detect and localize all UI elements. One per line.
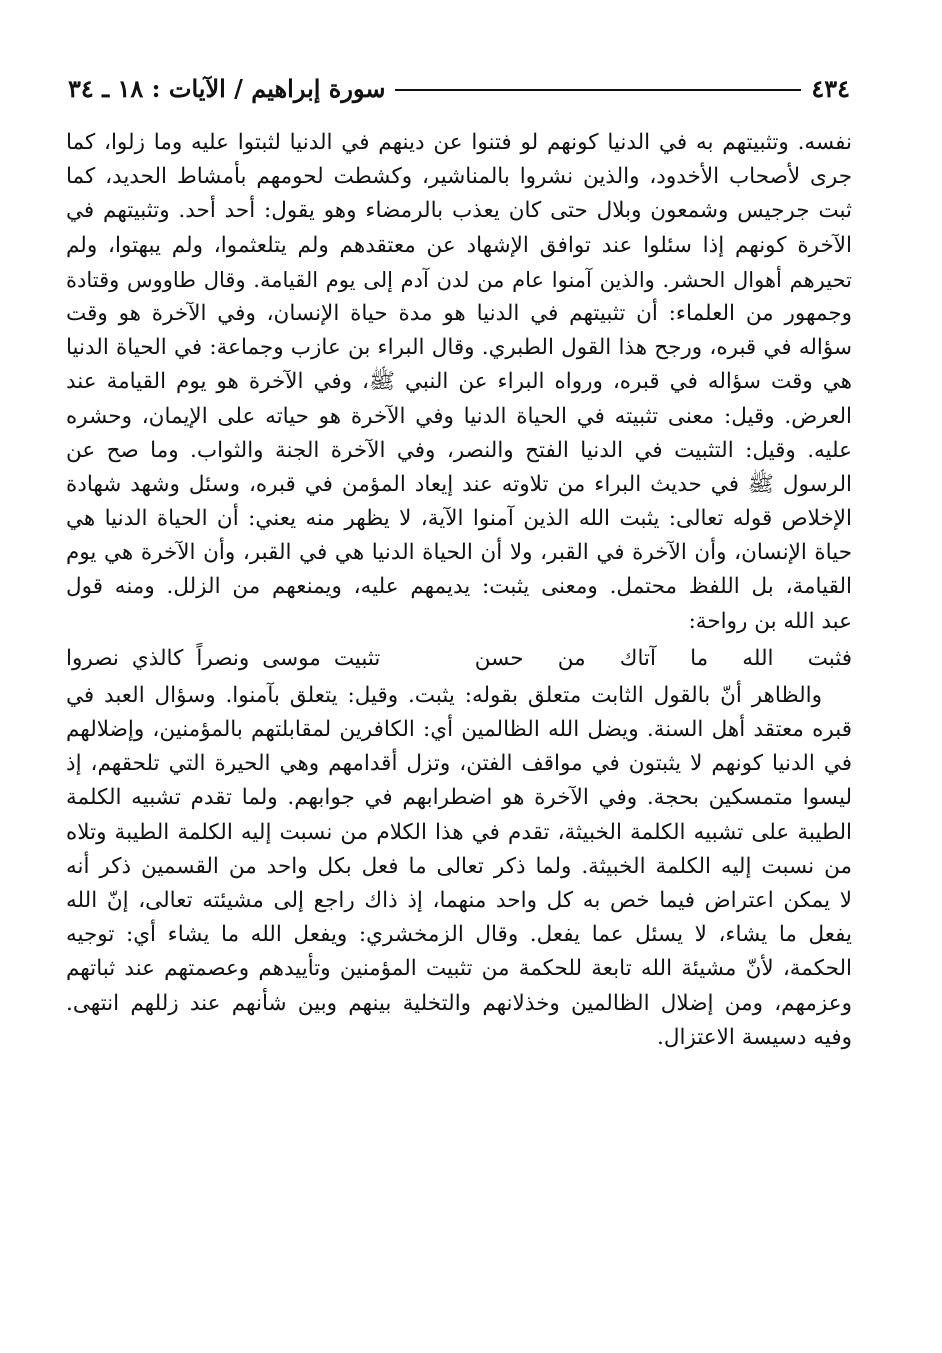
verse-second-hemistich: تثبيت موسى ونصراً كالذي نصروا xyxy=(66,645,381,671)
text-line: الإخلاص قوله تعالى: يثبت الله الذين آمنوا الآية، لا يظهر منه يعني: أن الحياة الدنيا هي xyxy=(66,506,852,532)
text-line: تحيرهم أهوال الحشر. والذين آمنوا عام من لدن آدم إلى يوم القيامة. وقال طاووس وقتادة xyxy=(66,267,852,292)
paragraph-2 xyxy=(66,679,852,1055)
text-line: من نسبت إليه الكلمة الخبيثة. ولما ذكر تعالى ما فعل بكل واحد من القسمين ذكر أنه xyxy=(66,853,852,879)
text-line: والظاهر أنّ بالقول الثابت متعلق بقوله: يثبت. وقيل: يتعلق بآمنوا. وسؤال العبد في xyxy=(66,682,822,708)
text-line: جرى لأصحاب الأخدود، والذين نشروا بالمناشير، وكشطت لحومهم بأمشاط الحديد، كما xyxy=(66,164,852,190)
poetry-verse xyxy=(66,639,852,679)
text-line: وجمهور من العلماء: أن تثبيتهم في الدنيا هو مدة حياة الإنسان، وفي الآخرة هو وقت xyxy=(66,300,852,326)
text-line: وفيه دسيسة الاعتزال. xyxy=(657,1024,852,1050)
text-line: عليه. وقيل: التثبيت في الدنيا الفتح والنصر، وفي الآخرة الجنة والثواب. وما صح عن xyxy=(66,437,852,463)
page-header xyxy=(68,70,850,106)
text-line: الطيبة على تشبيه الكلمة الخبيثة، تقدم في هذا الكلام من نسبت إليه الكلمة الطيبة وتلاه xyxy=(66,819,852,845)
text-line: يفعل ما يشاء، لا يسئل عما يفعل. وقال الزمخشري: ويفعل الله ما يشاء أي: توجيه xyxy=(66,922,852,948)
page-number: ٤٣٤ xyxy=(811,73,850,103)
text-line: العرض. وقيل: معنى تثبيته في الحياة الدنيا وفي الآخرة هو حياته على الإيمان، وحشره xyxy=(66,403,852,429)
text-line: سؤاله في قبره، ورجح هذا القول الطبري. وقال البراء بن عازب وجماعة: في الحياة الدنيا xyxy=(66,335,852,361)
page-body xyxy=(66,126,852,1055)
text-line: الحكمة، لأنّ مشيئة الله تابعة للحكمة من تثبيت المؤمنين وتأييدهم وعصمتهم عند ثباتهم xyxy=(66,956,852,982)
text-line: ثبت جرجيس وشمعون وبلال حتى كان يعذب بالرمضاء وهو يقول: أحد أحد. وتثبيتهم في xyxy=(66,198,852,224)
text-line: في الدنيا كونهم لا يثبتون في مواقف الفتن، وتزل أقدامهم وهي الحيرة التي تلحقهم، إذ xyxy=(66,751,852,777)
text-line: قبره معتقد أهل السنة. ويضل الله الظالمين أي: الكافرين لمقابلتهم بالمؤمنين، وإضلالهم xyxy=(66,717,852,742)
paragraph-1 xyxy=(66,126,852,639)
text-line: نفسه. وتثبيتهم به في الدنيا كونهم لو فتنوا عن دينهم في الدنيا لثبتوا عليه وما زلوا، كما xyxy=(66,130,852,155)
text-line: لا يمكن اعتراض فيما خص به كل واحد منهما، إذ ذاك راجع إلى مشيئته تعالى، إنّ الله xyxy=(66,887,852,913)
verse-first-hemistich: فثبت الله ما آتاك من حسن xyxy=(474,645,852,671)
text-line: هي وقت سؤاله في قبره، ورواه البراء عن النبي ﷺ، وفي الآخرة هو يوم القيامة عند xyxy=(66,369,852,395)
text-line: ليسوا متمسكين بحجة. وفي الآخرة هو اضطرابهم في جوابهم. ولما تقدم تشبيه الكلمة xyxy=(66,785,852,811)
text-line: وعزمهم، ومن إضلال الظالمين وخذلانهم والتخلية بينهم وبين شأنهم عند زللهم انتهى. xyxy=(66,990,852,1016)
running-title: سورة إبراهيم / الآيات : ١٨ ـ ٣٤ xyxy=(68,73,386,103)
text-line: حياة الإنسان، وأن الآخرة في القبر، ولا أن الحياة الدنيا هي في القبر، وأن الآخرة هي يوم xyxy=(66,540,852,566)
text-line: الرسول ﷺ في حديث البراء من تلاوته عند إيعاد المؤمن في قبره، وسئل وشهد شهادة xyxy=(66,471,852,497)
header-rule xyxy=(395,89,801,91)
text-line: القيامة، بل اللفظ محتمل. ومعنى يثبت: يديمهم عليه، ويمنعهم من الزلل. ومنه قول xyxy=(66,574,852,600)
text-line: الآخرة كونهم إذا سئلوا عند توافق الإشهاد عن معتقدهم ولم يتلعثموا، ولم يبهتوا، ولم xyxy=(66,232,852,258)
text-line: عبد الله بن رواحة: xyxy=(688,608,852,634)
